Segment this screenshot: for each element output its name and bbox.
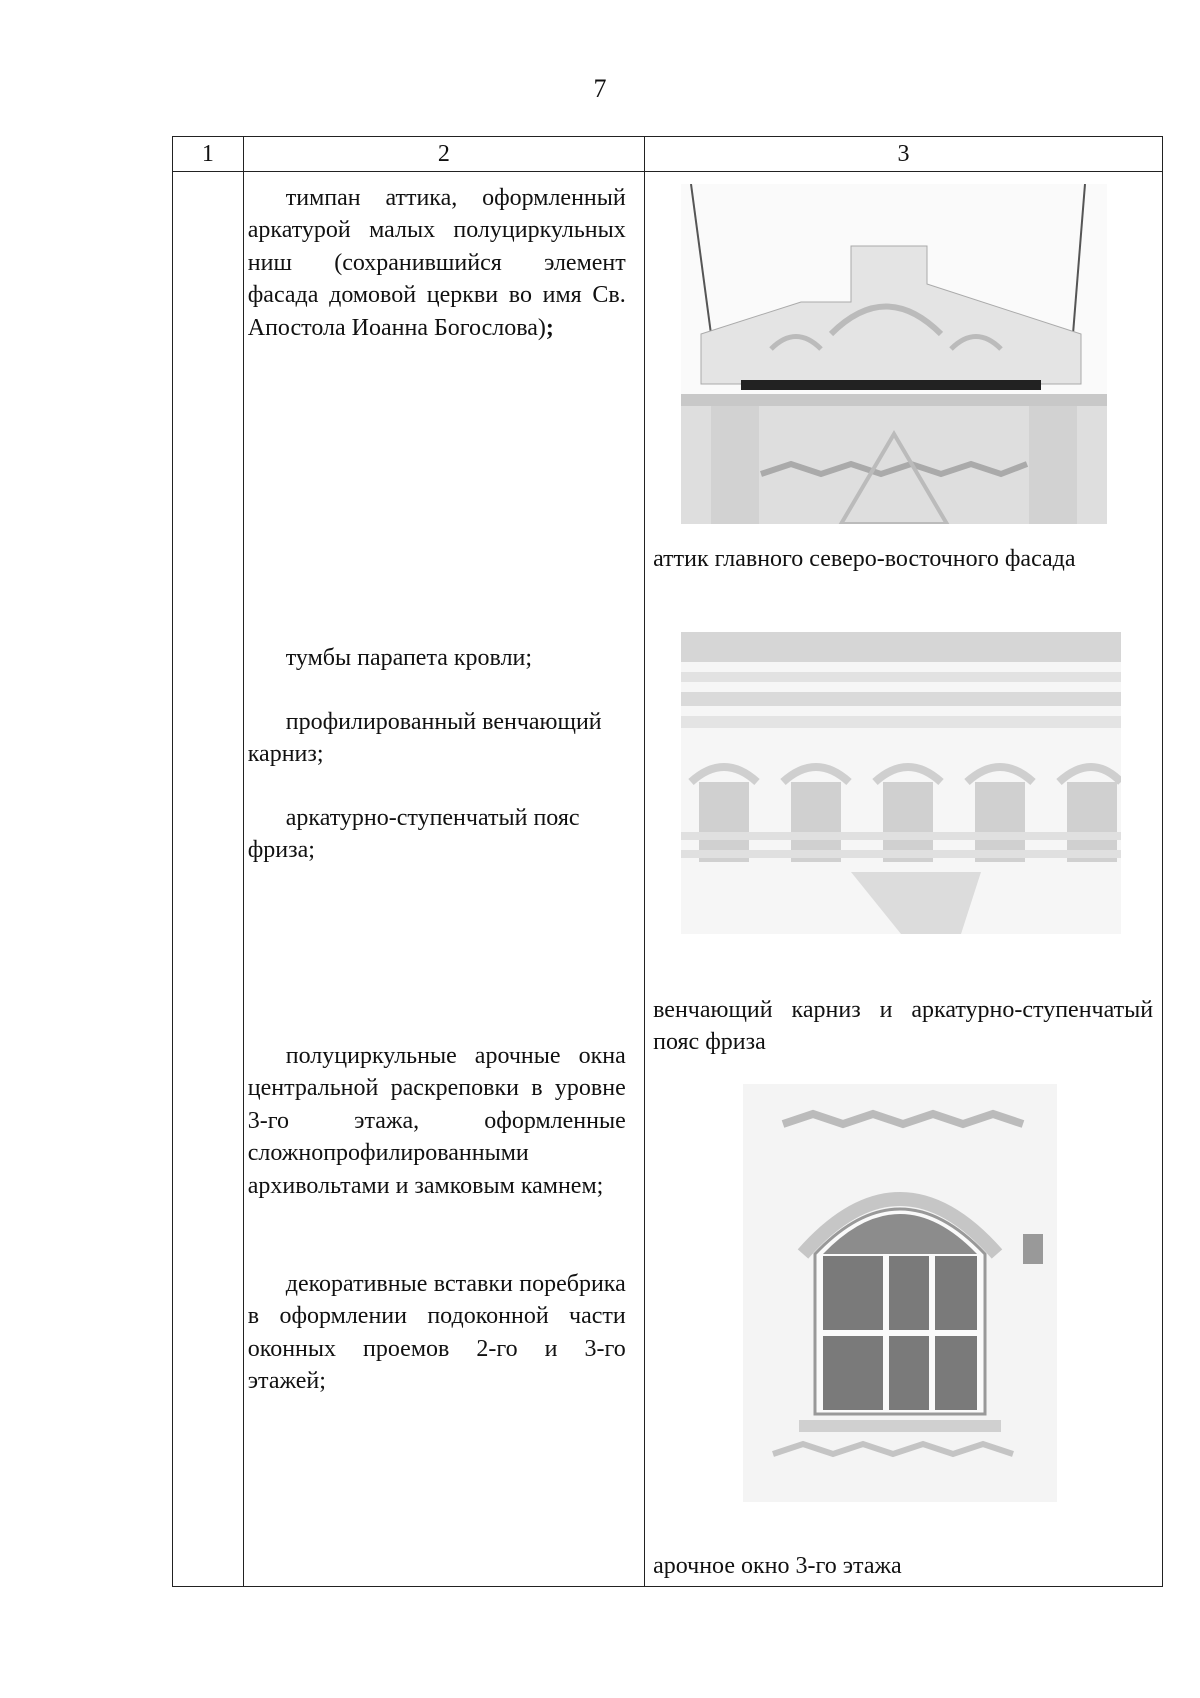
row-number-cell	[173, 172, 244, 1587]
cornice-frieze-photo	[681, 632, 1121, 934]
description-parapet-pedestals: тумбы парапета кровли;	[285, 645, 533, 671]
table-header-row	[173, 137, 1163, 172]
photos-cell	[645, 172, 1163, 1587]
description-tympanum: тимпан аттика, оформленный аркатурой малых полуциркульных ниш (сохранившийся элемент фасада домовой церкви во имя Св. Апостола Иоанна Богослова);	[247, 185, 626, 341]
table-row	[173, 172, 1163, 1587]
description-cornice: профилированный венчающий карниз;	[247, 709, 602, 768]
header-cell-1: 1	[173, 137, 244, 172]
caption-cornice-frieze: венчающий карниз и аркатурно-ступенчатый пояс фриза	[653, 997, 1154, 1055]
heritage-elements-table	[172, 136, 1163, 1587]
description-arched-windows: полуциркульные арочные окна центральной раскреповки в уровне 3-го этажа, оформленные сложнопрофилированными архивольтами и замковым камнем;	[247, 1043, 626, 1199]
caption-arched-window: арочное окно 3-го этажа	[653, 1553, 902, 1579]
description-decorative-inserts: декоративные вставки поребрика в оформлении подоконной части оконных проемов 2-го и 3-го этажей;	[247, 1271, 626, 1395]
header-cell-2: 2	[243, 137, 644, 172]
header-cell-3: 3	[645, 137, 1163, 172]
page-number: 7	[593, 74, 607, 103]
arched-window-photo	[743, 1084, 1057, 1502]
caption-attic: аттик главного северо-восточного фасада	[653, 546, 1076, 572]
elements-description-cell	[243, 172, 644, 1587]
description-frieze: аркатурно-ступенчатый пояс фриза;	[247, 805, 580, 864]
attic-photo	[681, 184, 1107, 524]
